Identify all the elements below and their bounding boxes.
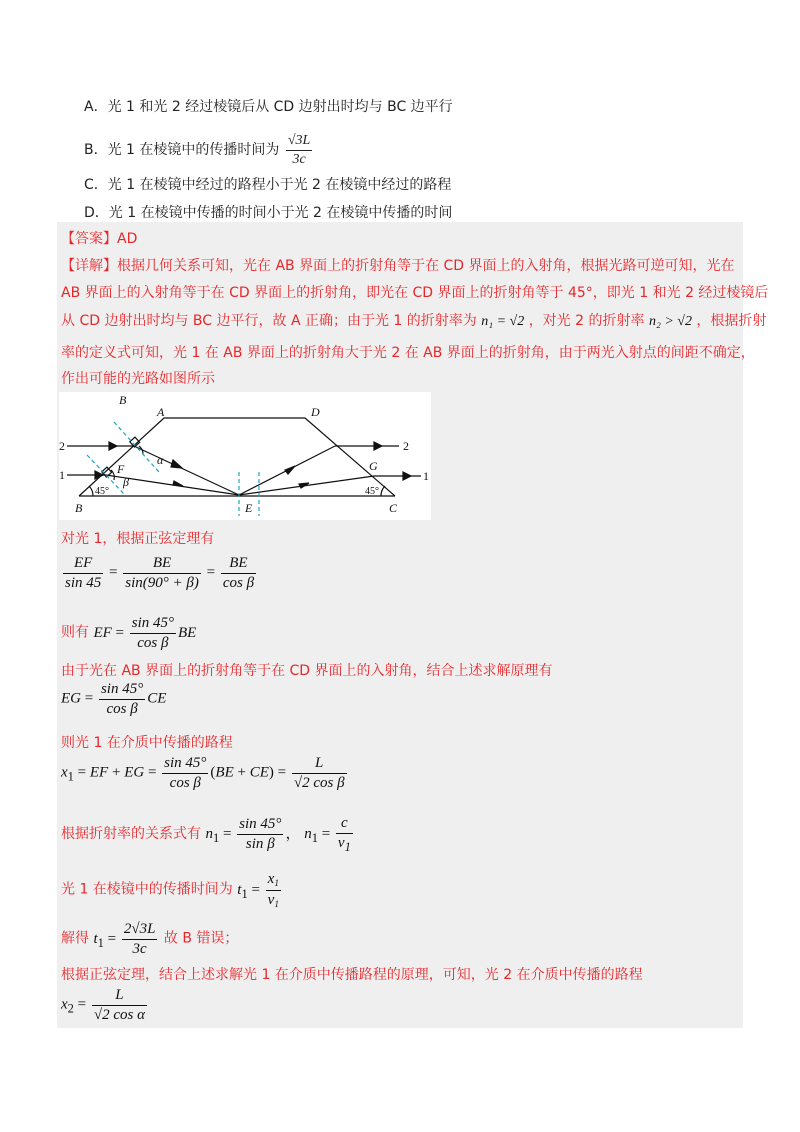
step-7-line	[61, 920, 238, 959]
detail-line-4: 率的定义式可知，光 1 在 AB 界面上的折射角大于光 2 在 AB 界面上的折射角，由于两光入射点的间距不确定，	[61, 345, 755, 361]
label-ray2-left: 2	[59, 439, 65, 453]
prism-ray-diagram	[59, 392, 431, 520]
step-6-line	[61, 870, 283, 910]
arrowhead	[403, 472, 411, 480]
n1-expression: n₁ = √2	[481, 314, 525, 329]
arrowhead	[285, 466, 295, 474]
equation-n1: $n_1$ = $\frac{\sin 45^\circ}{\text{sin β}}$ ， $n_1$ = $\frac{c}{v_1}$	[205, 815, 351, 854]
ray1-up	[239, 476, 374, 495]
option-c-text: 光 1 在棱镜中经过的路程小于光 2 在棱镜中经过的路程	[107, 177, 452, 193]
step-1: 对光 1，根据正弦定理有	[61, 531, 215, 547]
angle-arc	[381, 486, 385, 496]
label-angle-right: 45°	[365, 486, 379, 497]
detail-text-3c: ，根据折射	[696, 313, 767, 329]
detail-line-5: 作出可能的光路如图所示	[61, 371, 215, 387]
equation-x2: $x_2$ = $\frac{L}{\text{√2 cos α}}$	[61, 987, 145, 1023]
arrowhead	[374, 442, 382, 450]
label-angle-left: 45°	[95, 486, 109, 497]
step-4: 则光 1 在介质中传播的路程	[61, 735, 233, 751]
step-7b: 故 B 错误；	[163, 930, 239, 947]
option-b-frac-num: √3L	[286, 132, 312, 151]
step-5: 根据折射率的关系式有	[61, 826, 201, 843]
label-ray1-right: 1	[423, 469, 429, 483]
n2-expression: n₂ > √2	[648, 314, 692, 329]
arrowhead	[171, 460, 182, 468]
option-a-letter: A．	[84, 99, 108, 115]
label-beta: β	[123, 475, 129, 489]
answer-value: AD	[117, 231, 138, 247]
label-d: D	[311, 405, 320, 419]
label-b-top: B	[119, 393, 127, 407]
label-alpha: α	[157, 453, 164, 467]
step-2-line	[61, 614, 196, 653]
equation-ef: EF = $\frac{\sin 45^\circ}{\text{cos β}}$ BE	[93, 615, 197, 651]
equation-eg: EG = $\frac{\sin 45^\circ}{\text{cos β}}$ CE	[61, 681, 167, 717]
detail-text-1: 根据几何关系可知，光在 AB 界面上的折射角等于在 CD 界面上的入射角，根据光路可逆可知，光在	[117, 258, 735, 274]
option-b-fraction	[286, 132, 312, 168]
option-c-letter: C．	[84, 177, 108, 193]
step-2: 则有	[61, 624, 89, 641]
step-8: 根据正弦定理，结合上述求解光 1 在介质中传播路程的原理，可知，光 2 在介质中传播的路程	[61, 967, 643, 983]
option-c	[84, 174, 451, 194]
equation-t1: $t_1$ = $\frac{x_1}{v_1}$	[237, 871, 279, 909]
label-c: C	[389, 501, 398, 515]
label-e: E	[245, 501, 253, 515]
label-g: G	[369, 459, 378, 473]
label-a: A	[157, 405, 165, 419]
option-d	[84, 202, 452, 222]
label-b: B	[75, 501, 83, 515]
equation-t1-result: $t_1$ = $\frac{2√3L}{3c}$	[93, 921, 156, 957]
option-b-text: 光 1 在棱镜中的传播时间为	[107, 142, 280, 158]
option-a-text: 光 1 和光 2 经过棱镜后从 CD 边射出时均与 BC 边平行	[107, 99, 453, 115]
arrowhead	[173, 481, 183, 486]
step-6: 光 1 在棱镜中的传播时间为	[61, 881, 233, 898]
detail-text-3b: ，对光 2 的折射率	[528, 313, 645, 329]
detail-line-3	[61, 310, 766, 330]
label-f: F	[117, 462, 125, 476]
equation-x1: $x_1$ = EF + EG = $\frac{\sin 45^\circ}{\text{cos β}}$ (BE + CE) = $\frac{L}{\text{√2 cos β}}$	[61, 755, 345, 791]
option-b-letter: B．	[84, 142, 108, 158]
label-ray1-left: 1	[59, 468, 65, 482]
option-d-text: 光 1 在棱镜中传播的时间小于光 2 在棱镜中传播的时间	[108, 205, 453, 221]
detail-line-1	[61, 255, 735, 275]
detail-text-3a: 从 CD 边射出时均与 BC 边平行，故 A 正确；由于光 1 的折射率为	[61, 313, 477, 329]
detail-line-2: AB 界面上的入射角等于在 CD 界面上的折射角，即光在 CD 界面上的折射角等于 45°，即光 1 和光 2 经过棱镜后	[61, 285, 769, 301]
step-7a: 解得	[61, 930, 89, 947]
step-5-line	[61, 814, 355, 855]
solution-block	[57, 222, 769, 1028]
answer-line	[61, 228, 137, 248]
detail-label: 【详解】	[61, 258, 117, 274]
label-ray2-right: 2	[403, 439, 409, 453]
equation-sine-rule: $\frac{EF}{\sin 45}$ = $\frac{BE}{\sin(90^\circ + \beta)}$ = $\frac{BE}{\text{cos β}}$	[65, 555, 255, 591]
option-a	[84, 96, 453, 116]
option-b	[84, 132, 314, 168]
answer-label: 【答案】	[61, 231, 117, 247]
option-d-letter: D．	[84, 205, 109, 221]
option-b-frac-den: 3c	[292, 151, 306, 167]
arrowhead	[109, 442, 117, 450]
step-3: 由于光在 AB 界面上的折射角等于在 CD 界面上的入射角，结合上述求解原理有	[61, 663, 553, 679]
angle-arc	[89, 486, 93, 496]
